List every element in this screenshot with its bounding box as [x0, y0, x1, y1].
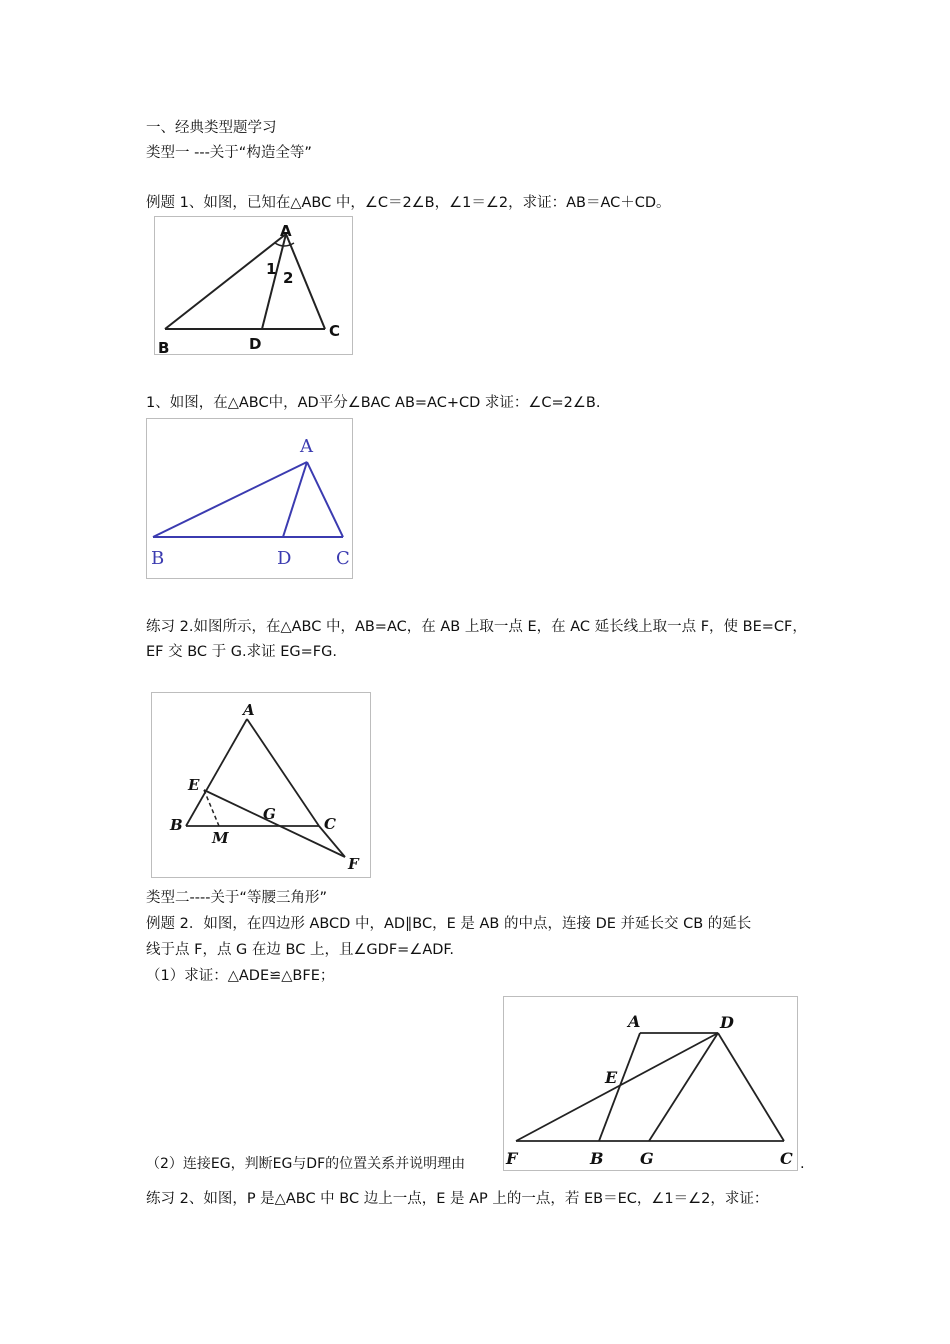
- example-2-text-line2: 线于点 F，点 G 在边 BC 上，且∠GDF=∠ADF.: [146, 942, 455, 958]
- label-C: C: [336, 548, 350, 569]
- label-1: 1: [266, 260, 277, 278]
- label-C: C: [329, 322, 341, 340]
- label-A: A: [243, 701, 255, 719]
- label-F: F: [506, 1149, 518, 1168]
- type-two-heading: 类型二----关于“等腰三角形”: [146, 890, 327, 906]
- example-2-part1: （1）求证：△ADE≌△BFE；: [146, 968, 335, 984]
- label-B: B: [170, 816, 183, 834]
- label-2: 2: [283, 269, 294, 287]
- exercise-2-text-line1: 练习 2.如图所示，在△ABC 中，AB=AC，在 AB 上取一点 E，在 AC 延长线上取一点 F，使 BE=CF，: [146, 619, 807, 635]
- label-C: C: [324, 815, 336, 833]
- label-E: E: [188, 776, 200, 794]
- label-B: B: [151, 548, 165, 569]
- exercise-2-text-line2: EF 交 BC 于 G.求证 EG=FG.: [146, 644, 337, 660]
- label-D: D: [249, 335, 262, 353]
- exercise-3-text: 练习 2、如图，P 是△ABC 中 BC 边上一点，E 是 AP 上的一点，若 EB＝EC，∠1＝∠2，求证：: [146, 1191, 769, 1207]
- label-M: M: [212, 829, 229, 847]
- label-F: F: [348, 855, 359, 873]
- figure-exercise-1: [146, 418, 353, 579]
- figure-example-1: [154, 216, 353, 355]
- figure-exercise-2: [151, 692, 371, 878]
- section-heading: 一、经典类型题学习: [146, 120, 277, 136]
- label-G: G: [263, 805, 276, 823]
- label-A: A: [300, 436, 313, 457]
- type-one-heading: 类型一 ---关于“构造全等”: [146, 145, 312, 161]
- figure-example-2: [503, 996, 798, 1171]
- example-1-text: 例题 1、如图，已知在△ABC 中，∠C＝2∠B，∠1＝∠2，求证：AB＝AC＋CD。: [146, 195, 671, 211]
- label-D: D: [720, 1013, 734, 1032]
- label-E: E: [605, 1068, 618, 1087]
- exercise-1-text: 1、如图，在△ABC中，AD平分∠BAC AB=AC+CD 求证：∠C=2∠B.: [146, 395, 601, 411]
- label-B: B: [158, 339, 170, 356]
- label-D: D: [277, 548, 292, 569]
- label-A: A: [280, 222, 292, 240]
- label-G: G: [640, 1149, 654, 1168]
- example-2-part2-period: .: [800, 1156, 805, 1172]
- label-B: B: [590, 1149, 604, 1168]
- example-2-part2: （2）连接EG，判断EG与DF的位置关系并说明理由: [146, 1156, 466, 1172]
- example-2-text-line1: 例题 2．如图，在四边形 ABCD 中，AD∥BC，E 是 AB 的中点，连接 DE 并延长交 CB 的延长: [146, 916, 752, 932]
- label-A: A: [628, 1012, 641, 1031]
- label-C: C: [780, 1149, 793, 1168]
